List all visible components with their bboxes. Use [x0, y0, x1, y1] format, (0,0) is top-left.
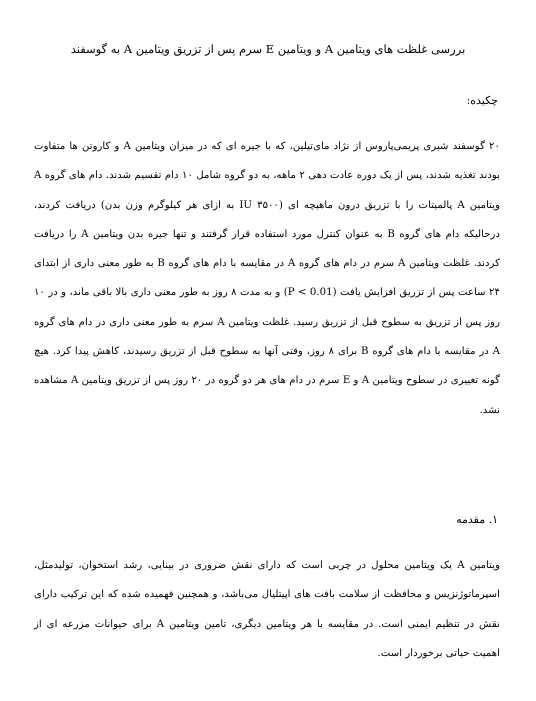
- paper-title: بررسی غلظت های ویتامین A و ویتامین E سرم پس از تزریق ویتامین A به گوسفند: [70, 42, 466, 56]
- abstract-paragraph: ۲۰ گوسفند شیری پریمی‌پاروس از نژاد مای‌تیلین، که با جیره ای که در میزان ویتامین A و کاروتن ها متفاوت بودند تغذیه شدند، پس از یک دوره عادت دهی ۲ ماهه، به دو گروه شامل ۱۰ دام تقسیم شدند. دام های گروه A ویتامین A پالمیتات را با تزریق درون ماهیچه ای (۳۵۰۰ IU به ازای هر کیلوگرم وزن بدن) دریافت کردند، درحالیکه دام های گروه B به عنوان کنترل مورد استفاده قرار گرفتند و تنها جیره بدن ویتامین A را دریافت کردند. غلظت ویتامین A سرم در دام های گروه A در مقایسه با دام های گروه B به طور معنی داری از ابتدای ۲۴ ساعت پس از تزریق افزایش یافت (P < 0.01) و به مدت ۸ روز به طور معنی داری بالا باقی ماند، و در ۱۰ روز پس از تزریق به سطوح قبل از تزریق رسید. غلظت ویتامین A سرم به طور معنی داری در دام های گروه A در مقایسه با دام های گروه B برای ۸ روز، وقتی آنها به سطوح قبل از تزریق رسیدند، کاهش پیدا کرد. هیچ گونه تغییری در سطوح ویتامین A و E سرم در دام های هر دو گروه در ۲۰ روز پس از تزریق ویتامین A مشاهده نشد.: [34, 141, 501, 416]
- introduction-paragraph: ویتامین A یک ویتامین محلول در چربی است که دارای نقش ضروری در بینایی، رشد استخوان، تولیدمثل، اسپرماتوژنزیس و محافظت از سلامت بافت های اپیتلیال می‌باشد، و همچنین فهمیده شده که این ترکیب دارای نقش در تنظیم ایمنی است. در مقایسه با هر ویتامین دیگری، تامین ویتامین A برای حیوانات مزرعه ای از اهمیت حیاتی برخوردار است.: [34, 560, 501, 659]
- introduction-heading: ۱. مقدمه: [456, 513, 498, 526]
- abstract-heading: چکیده:: [466, 94, 498, 107]
